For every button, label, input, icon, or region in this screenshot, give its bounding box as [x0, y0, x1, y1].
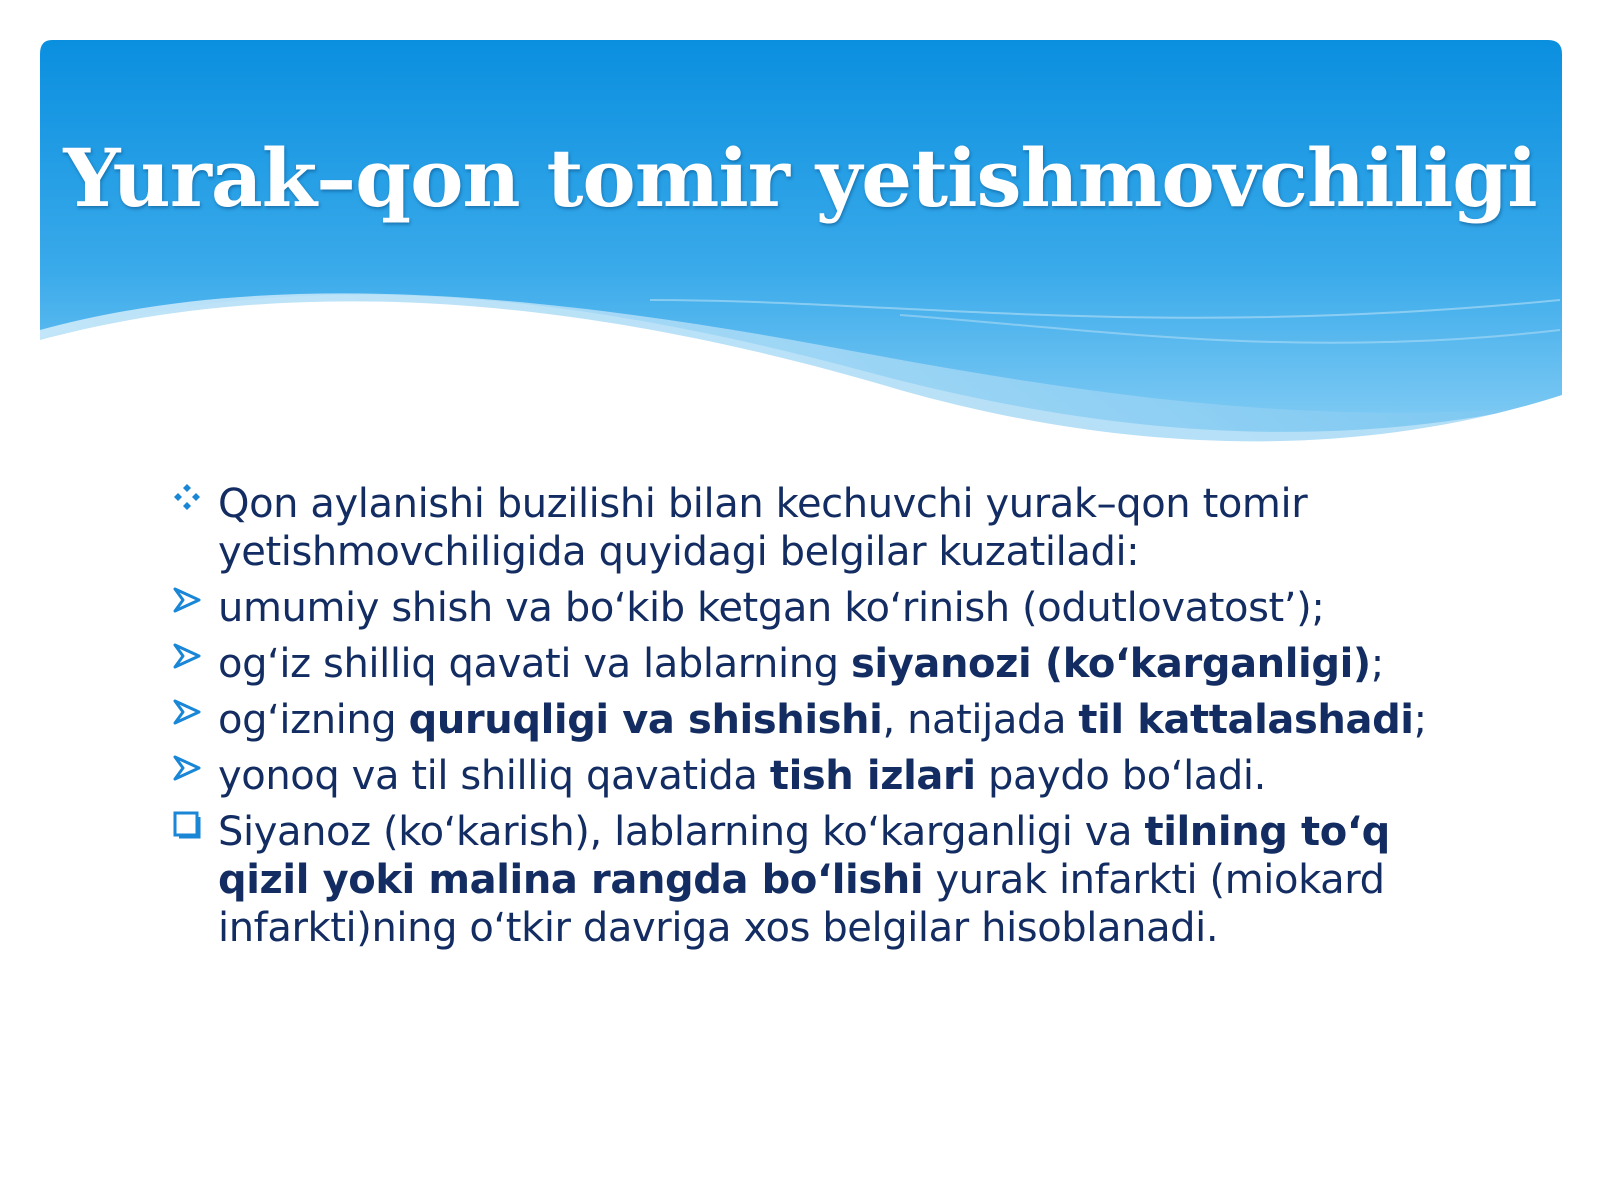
bullet-item: [172, 808, 1442, 952]
bullet-text: , natijada: [882, 697, 1079, 743]
arrow-right-icon: [172, 698, 202, 728]
bullet-text: ;: [1413, 697, 1427, 743]
bullet-text: paydo bo‘ladi.: [975, 753, 1266, 799]
bullet-text: ;: [1370, 641, 1384, 687]
square-outline-icon: [172, 810, 202, 840]
bullet-item: [172, 480, 1442, 576]
bullet-item: [172, 584, 1442, 632]
bullet-text-bold: tish izlari: [769, 753, 976, 799]
bullet-text: Siyanoz (ko‘karish), lablarning ko‘karganligi va: [218, 809, 1145, 855]
bullet-list: [172, 480, 1442, 960]
bullet-text-bold: tilning to‘q qizil yoki malina rangda bo‘lishi: [218, 809, 1390, 903]
bullet-text: og‘iz shilliq qavati va lablarning: [218, 641, 851, 687]
arrow-right-icon: [172, 754, 202, 784]
bullet-text: og‘izning: [218, 697, 409, 743]
bullet-text-bold: quruqligi va shishishi: [408, 697, 883, 743]
arrow-right-icon: [172, 642, 202, 672]
bullet-text: yurak infarkti (miokard infarkti)ning o‘tkir davriga xos belgilar hisoblanadi.: [218, 857, 1385, 951]
bullet-item: [172, 752, 1442, 800]
diamond-cluster-icon: [172, 482, 202, 512]
bullet-text-bold: til kattalashadi: [1078, 697, 1414, 743]
bullet-text: umumiy shish va bo‘kib ketgan ko‘rinish (odutlovatost’);: [218, 585, 1325, 631]
bullet-text-bold: siyanozi (ko‘karganligi): [850, 641, 1371, 687]
bullet-text: Qon aylanishi buzilishi bilan kechuvchi yurak–qon tomir yetishmovchiligida quyidagi belgilar kuzatiladi:: [218, 481, 1308, 575]
header-band: [40, 40, 1562, 470]
slide-title: Yurak–qon tomir yetishmovchiligi: [63, 131, 1537, 225]
bullet-text: yonoq va til shilliq qavatida: [218, 753, 770, 799]
arrow-right-icon: [172, 586, 202, 616]
bullet-item: [172, 640, 1442, 688]
bullet-item: [172, 696, 1442, 744]
